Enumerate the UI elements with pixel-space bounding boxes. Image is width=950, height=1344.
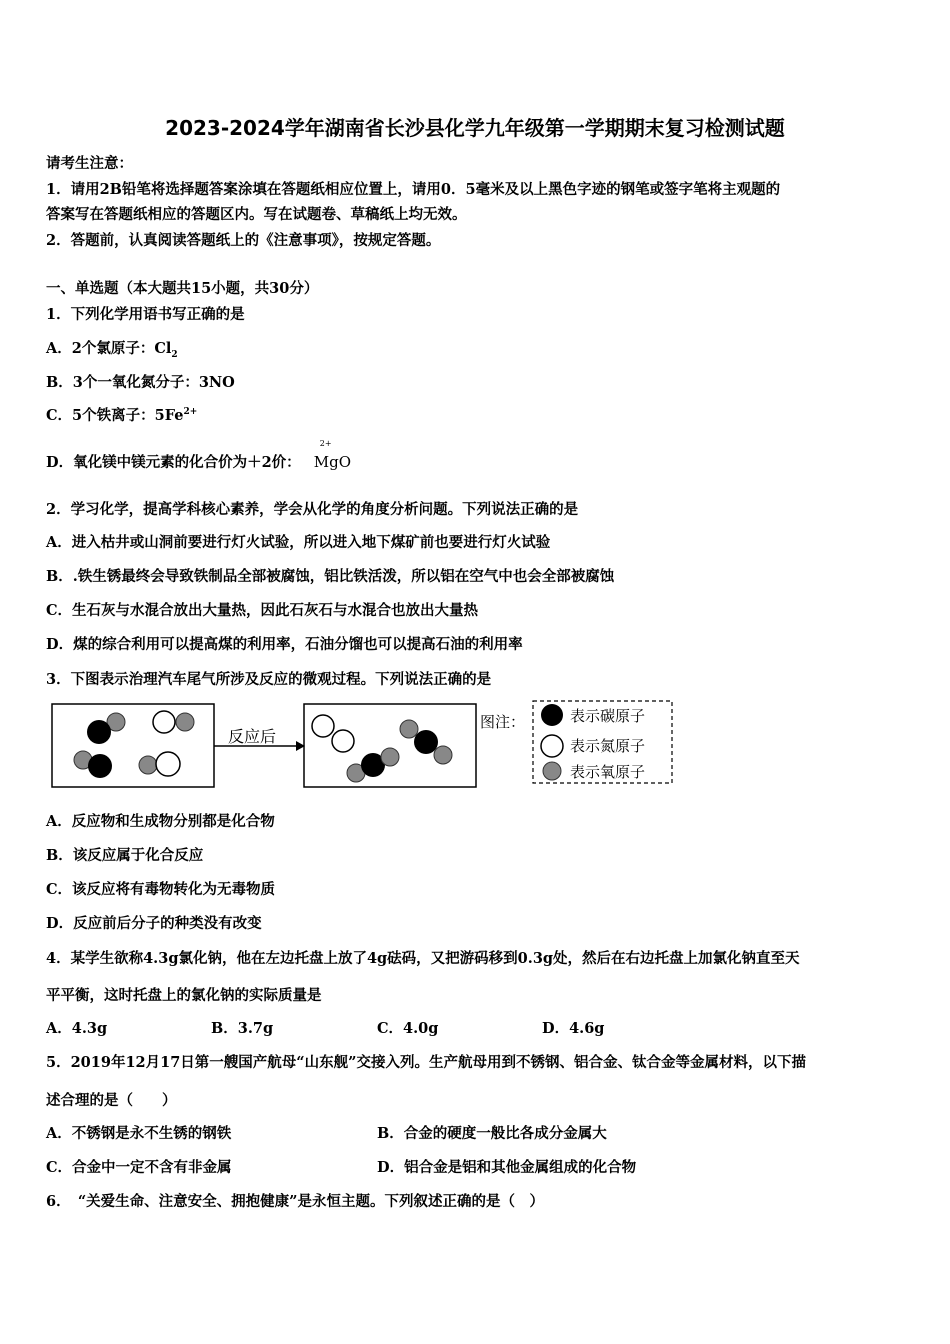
nitrogen-atom: [156, 752, 180, 776]
q6-stem: 6． “关爱生命、注意安全、拥抱健康”是永恒主题。下列叙述正确的是（ ）: [46, 1193, 545, 1210]
q5-option-d: D．铝合金是铝和其他金属组成的化合物: [377, 1159, 637, 1176]
legend-carbon-label: 表示碳原子: [570, 707, 646, 725]
legend-title: 图注：: [480, 713, 526, 731]
carbon-atom: [87, 720, 111, 744]
q3-option-b: B．该反应属于化合反应: [46, 847, 204, 864]
nitrogen-atom: [312, 715, 334, 737]
notice-item-1-line-1: 1．请用2B铅笔将选择题答案涂填在答题纸相应位置上，请用0．5毫米及以上黑色字迹的钢笔或签字笔将主观题的: [46, 181, 781, 198]
legend-carbon-swatch: [541, 704, 563, 726]
q3-option-a: A．反应物和生成物分别都是化合物: [46, 813, 275, 830]
q4-option-d: D．4.6g: [542, 1020, 605, 1037]
oxygen-atom: [434, 746, 452, 764]
carbon-atom: [414, 730, 438, 754]
arrow-label: 反应后: [228, 727, 277, 746]
q1-option-b: B．3个一氧化氮分子：3NO: [46, 374, 235, 391]
q1-option-a-subscript: 2: [171, 349, 178, 360]
q1-option-d-charge: 2+: [319, 439, 332, 448]
q5-stem-line-1: 5．2019年12月17日第一艘国产航母“山东舰”交接入列。生产航母用到不锈钢、铝合金、钛合金等金属材料，以下描: [46, 1054, 806, 1071]
q4-option-a: A．4.3g: [46, 1020, 108, 1037]
q2-option-b: B．.铁生锈最终会导致铁制品全部被腐蚀，铝比铁活泼，所以铝在空气中也会全部被腐蚀: [46, 568, 615, 585]
q4-option-c: C．4.0g: [377, 1020, 439, 1037]
notice-heading: 请考生注意：: [46, 155, 133, 172]
q1-option-c-superscript: 2+: [183, 407, 198, 418]
reactants-molecules: [74, 711, 194, 778]
q5-option-c: C．合金中一定不含有非金属: [46, 1159, 232, 1176]
q4-stem-line-1: 4．某学生欲称4.3g氯化钠，他在左边托盘上放了4g砝码，又把游码移到0.3g处，然后在右边托盘上加氯化钠直至天: [46, 950, 800, 967]
q1-option-a-text: A．2个氯原子：Cl: [46, 340, 172, 357]
oxygen-atom: [176, 713, 194, 731]
q1-option-a: [46, 337, 178, 360]
carbon-atom: [88, 754, 112, 778]
q4-stem-line-2: 平平衡，这时托盘上的氯化钠的实际质量是: [46, 987, 322, 1004]
page-title: 2023-2024学年湖南省长沙县化学九年级第一学期期末复习检测试题: [165, 116, 785, 140]
q2-option-c: C．生石灰与水混合放出大量热，因此石灰石与水混合也放出大量热: [46, 602, 479, 619]
q3-option-c: C．该反应将有毒物转化为无毒物质: [46, 881, 276, 898]
reaction-diagram: [50, 700, 680, 792]
q1-option-c-text: C．5个铁离子：5Fe: [46, 407, 184, 424]
oxygen-atom: [400, 720, 418, 738]
notice-item-1-line-2: 答案写在答题纸相应的答题区内。写在试题卷、草稿纸上均无效。: [46, 206, 467, 223]
legend-nitrogen-swatch: [541, 735, 563, 757]
nitrogen-atom: [153, 711, 175, 733]
legend-oxygen-label: 表示氧原子: [570, 763, 646, 781]
products-molecules: [312, 715, 452, 782]
q1-option-d-text: D．氧化镁中镁元素的化合价为＋2价：: [46, 454, 301, 471]
legend-nitrogen-label: 表示氮原子: [570, 737, 646, 755]
notice-item-2: 2．答题前，认真阅读答题纸上的《注意事项》，按规定答题。: [46, 232, 441, 249]
q5-stem-line-2: 述合理的是（ ）: [46, 1092, 177, 1109]
q1-option-d-formula: MgO: [313, 453, 351, 471]
oxygen-atom: [139, 756, 157, 774]
section-heading: 一、单选题（本大题共15小题，共30分）: [46, 280, 319, 297]
q1-option-d: [46, 439, 351, 472]
q2-option-a: A．进入枯井或山洞前要进行灯火试验，所以进入地下煤矿前也要进行灯火试验: [46, 534, 551, 551]
q4-option-b: B．3.7g: [211, 1020, 274, 1037]
q5-option-a: A．不锈钢是永不生锈的钢铁: [46, 1125, 232, 1142]
q5-option-b: B．合金的硬度一般比各成分金属大: [377, 1125, 607, 1142]
q2-stem: 2．学习化学，提高学科核心素养，学会从化学的角度分析问题。下列说法正确的是: [46, 501, 579, 518]
oxygen-atom: [381, 748, 399, 766]
q3-stem: 3．下图表示治理汽车尾气所涉及反应的微观过程。下列说法正确的是: [46, 671, 492, 688]
q1-option-c: [46, 404, 197, 425]
nitrogen-atom: [332, 730, 354, 752]
legend-oxygen-swatch: [543, 762, 561, 780]
q1-stem: 1．下列化学用语书写正确的是: [46, 306, 245, 323]
q3-option-d: D．反应前后分子的种类没有改变: [46, 915, 262, 932]
q2-option-d: D．煤的综合利用可以提高煤的利用率，石油分馏也可以提高石油的利用率: [46, 636, 523, 653]
q1-option-d-formula-wrap: [313, 439, 351, 471]
